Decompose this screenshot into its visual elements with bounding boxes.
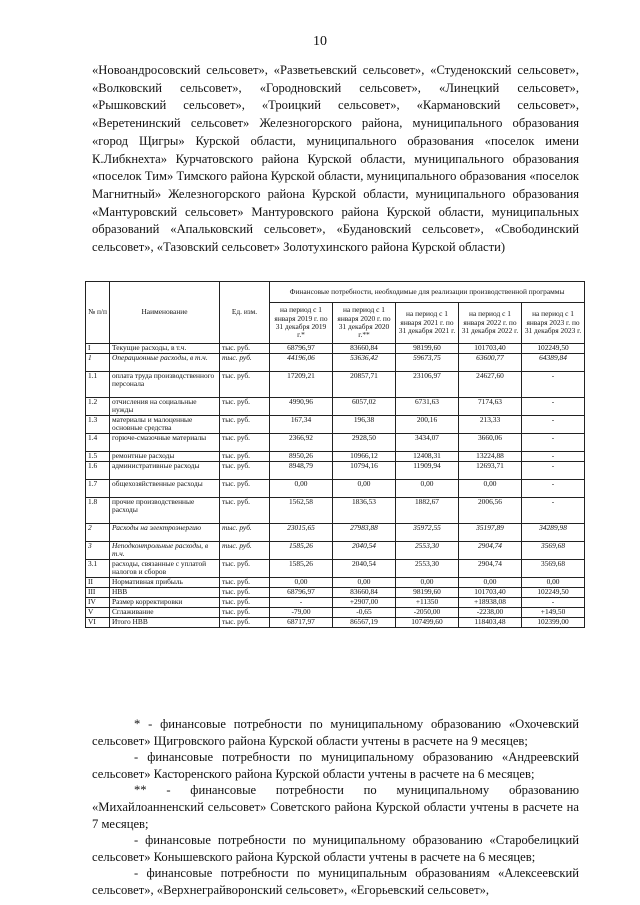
row-value: 0,00 [333,480,396,498]
row-unit: тыс. руб. [220,462,270,480]
row-name: Текущие расходы, в т.ч. [110,344,220,354]
row-name: прочие производственные расходы [110,498,220,524]
row-value: 0,00 [459,578,522,588]
row-name: расходы, связанные с уплатой налогов и сборов [110,560,220,578]
row-value: +2907,00 [333,598,396,608]
row-value: 2553,30 [396,542,459,560]
row-value: 0,00 [396,480,459,498]
row-value: 68796,97 [270,588,333,598]
row-value: +11350 [396,598,459,608]
row-name: горюче-смазочные материалы [110,434,220,452]
row-value: 10794,16 [333,462,396,480]
footnote: ** - финансовые потребности по муниципальному образованию «Михайлоанненский сельсовет» Советского района Курской области учтены в расчете на 7 месяцев; [92,783,579,831]
table-row [86,354,585,372]
table-row [86,498,585,524]
row-unit: тыс. руб. [220,598,270,608]
row-value: 98199,60 [396,344,459,354]
row-num: 1.6 [86,462,110,480]
row-value: 8950,26 [270,452,333,462]
row-value: 0,00 [459,480,522,498]
row-value: - [522,598,585,608]
row-num: 1.2 [86,398,110,416]
row-unit: тыс. руб. [220,498,270,524]
row-value: 196,38 [333,416,396,434]
row-value: - [522,480,585,498]
row-value: 2928,50 [333,434,396,452]
row-unit: тыс. руб. [220,618,270,628]
row-num: 1.4 [86,434,110,452]
table-row [86,462,585,480]
row-value: 12408,31 [396,452,459,462]
financial-needs-table [85,281,585,628]
table-row [86,588,585,598]
row-value: - [522,452,585,462]
row-value: 3434,07 [396,434,459,452]
row-unit: тыс. руб. [220,452,270,462]
row-name: административные расходы [110,462,220,480]
row-name: Расходы на электроэнергию [110,524,220,542]
footnote: - финансовые потребности по муниципальным образованиям «Алексеевский сельсовет», «Верхнеграйворонский сельсовет», «Егорьевский сельсовет», [92,866,579,897]
row-value: 59673,75 [396,354,459,372]
row-unit: тыс. руб. [220,578,270,588]
row-value: 101703,40 [459,588,522,598]
row-value: - [522,416,585,434]
row-value: 83660,84 [333,344,396,354]
table-row [86,372,585,398]
row-value: 102249,50 [522,588,585,598]
header-name: Наименование [110,282,220,344]
row-value: 10966,12 [333,452,396,462]
footnote: - финансовые потребности по муниципальному образованию «Старобелицкий сельсовет» Конышевского района Курской области учтены в расчете на 6 месяцев; [92,833,579,864]
row-value: 23015,65 [270,524,333,542]
row-name: оплата труда производственного персонала [110,372,220,398]
table-row [86,344,585,354]
row-value: 13224,88 [459,452,522,462]
table-row [86,560,585,578]
table-header-row [86,282,585,303]
row-name: отчисления на социальные нужды [110,398,220,416]
row-value: 1836,53 [333,498,396,524]
row-num: VI [86,618,110,628]
row-value: 213,33 [459,416,522,434]
row-value: 2904,74 [459,542,522,560]
row-value: 6057,02 [333,398,396,416]
header-group: Финансовые потребности, необходимые для реализации производственной программы [270,282,585,303]
table-row [86,578,585,588]
row-value: +18938,08 [459,598,522,608]
row-unit: тыс. руб. [220,416,270,434]
row-value: 98199,60 [396,588,459,598]
row-value: 12693,71 [459,462,522,480]
footnotes [92,716,579,899]
table-row [86,398,585,416]
row-value: 102399,00 [522,618,585,628]
row-value: 1882,67 [396,498,459,524]
row-value: 86567,19 [333,618,396,628]
row-unit: тыс. руб. [220,608,270,618]
row-value: 68796,97 [270,344,333,354]
row-num: 3 [86,542,110,560]
row-name: НВВ [110,588,220,598]
row-unit: тыс. руб. [220,560,270,578]
row-unit: тыс. руб. [220,398,270,416]
row-value: - [522,434,585,452]
footnote: * - финансовые потребности по муниципальному образованию «Охочевский сельсовет» Щигровского района Курской области учтены в расчете на 9 месяцев; [92,717,579,748]
row-name: Операционные расходы, в т.ч. [110,354,220,372]
row-value: 0,00 [270,480,333,498]
header-period: на период с 1 января 2021 г. по 31 декабря 2021 г. [396,303,459,344]
table-row [86,452,585,462]
row-value: 2040,54 [333,560,396,578]
row-value: 2904,74 [459,560,522,578]
header-num: № п/п [86,282,110,344]
row-value: 3660,06 [459,434,522,452]
row-unit: тыс. руб. [220,434,270,452]
row-name: Сглаживание [110,608,220,618]
row-value: 2040,54 [333,542,396,560]
row-value: 83660,84 [333,588,396,598]
row-unit: тыс. руб. [220,542,270,560]
table-row [86,524,585,542]
row-value: 2553,30 [396,560,459,578]
row-value: 23106,97 [396,372,459,398]
row-name: Нормативная прибыль [110,578,220,588]
row-value: 6731,63 [396,398,459,416]
row-value: 102249,50 [522,344,585,354]
header-unit: Ед. изм. [220,282,270,344]
row-value: 7174,63 [459,398,522,416]
row-value: 1562,58 [270,498,333,524]
row-num: 1.5 [86,452,110,462]
row-value: - [522,462,585,480]
row-num: 1.7 [86,480,110,498]
row-value: 3569,68 [522,542,585,560]
header-period: на период с 1 января 2019 г. по 31 декабря 2019 г.* [270,303,333,344]
row-num: I [86,344,110,354]
row-unit: тыс. руб. [220,344,270,354]
row-name: Размер корректировки [110,598,220,608]
row-value: 3569,68 [522,560,585,578]
table-row [86,416,585,434]
row-value: - [270,598,333,608]
row-value: 0,00 [396,578,459,588]
row-value: 1585,26 [270,560,333,578]
row-value: 34289,98 [522,524,585,542]
row-value: 68717,97 [270,618,333,628]
row-value: 118403,48 [459,618,522,628]
row-num: IV [86,598,110,608]
table-row [86,618,585,628]
row-value: 8948,79 [270,462,333,480]
page-number: 10 [313,34,327,49]
row-num: 1.3 [86,416,110,434]
table-row [86,608,585,618]
intro-paragraph [92,62,579,257]
row-value: 0,00 [270,578,333,588]
row-value: 0,00 [522,578,585,588]
row-value: -2050,00 [396,608,459,618]
row-num: III [86,588,110,598]
row-value: 20857,71 [333,372,396,398]
row-num: V [86,608,110,618]
row-value: 1585,26 [270,542,333,560]
row-value: +149,50 [522,608,585,618]
table-row [86,480,585,498]
row-value: 64389,84 [522,354,585,372]
row-value: 35197,89 [459,524,522,542]
row-name: Итого НВВ [110,618,220,628]
row-value: - [522,498,585,524]
row-value: 200,16 [396,416,459,434]
row-name: ремонтные расходы [110,452,220,462]
row-num: II [86,578,110,588]
row-unit: тыс. руб. [220,372,270,398]
row-value: 11909,94 [396,462,459,480]
table-body [86,344,585,628]
row-value: -0,65 [333,608,396,618]
row-value: 24627,60 [459,372,522,398]
row-unit: тыс. руб. [220,480,270,498]
header-period: на период с 1 января 2022 г. по 31 декабря 2022 г. [459,303,522,344]
table-row [86,434,585,452]
row-num: 1.1 [86,372,110,398]
row-value: 2006,56 [459,498,522,524]
row-num: 2 [86,524,110,542]
row-value: 167,34 [270,416,333,434]
intro-text: «Новоандросовский сельсовет», «Разветьевский сельсовет», «Студенокский сельсовет», «Волковский сельсовет», «Городновский сельсовет», «Линецкий сельсовет», «Рышковский сельсовет», «Троицкий сельсовет», «Кармановский сельсовет», «Веретенинский сельсовет» Железногорского района, муниципального образования «город Щигры» Курской области, муниципального образования «поселок имени К.Либкнехта» Курчатовского района Курской области, муниципального образования «поселок Тим» Тимского района Курской области, муниципального образования «поселок Магнитный» Железногорского района Курской области, муниципального образования «Мантуровский сельсовет» Мантуровского района Курской области, муниципальных образований «Апальковский сельсовет», «Будановский сельсовет», «Свободинский сельсовет», «Тазовский сельсовет» Золотухинского района Курской области) [92,63,579,255]
row-value: 27983,88 [333,524,396,542]
row-value: 63600,77 [459,354,522,372]
row-value: -2238,00 [459,608,522,618]
row-value: -79,00 [270,608,333,618]
header-period: на период с 1 января 2020 г. по 31 декабря 2020 г.** [333,303,396,344]
row-name: общехозяйственные расходы [110,480,220,498]
footnote: - финансовые потребности по муниципальному образованию «Андреевский сельсовет» Касторенского района Курской области учтены в расчете на 6 месяцев; [92,750,579,781]
row-value: 0,00 [333,578,396,588]
row-num: 1 [86,354,110,372]
row-num: 1.8 [86,498,110,524]
table-row [86,542,585,560]
row-value: 53636,42 [333,354,396,372]
row-unit: тыс. руб. [220,524,270,542]
table-row [86,598,585,608]
row-value: - [522,398,585,416]
row-unit: тыс. руб. [220,354,270,372]
row-value: 44196,06 [270,354,333,372]
row-value: - [522,372,585,398]
row-unit: тыс. руб. [220,588,270,598]
row-name: Неподконтрольные расходы, в т.ч. [110,542,220,560]
row-num: 3.1 [86,560,110,578]
row-name: материалы и малоценные основные средства [110,416,220,434]
row-value: 101703,40 [459,344,522,354]
row-value: 35972,55 [396,524,459,542]
row-value: 107499,60 [396,618,459,628]
row-value: 2366,92 [270,434,333,452]
row-value: 17209,21 [270,372,333,398]
header-period: на период с 1 января 2023 г. по 31 декабря 2023 г. [522,303,585,344]
row-value: 4990,96 [270,398,333,416]
